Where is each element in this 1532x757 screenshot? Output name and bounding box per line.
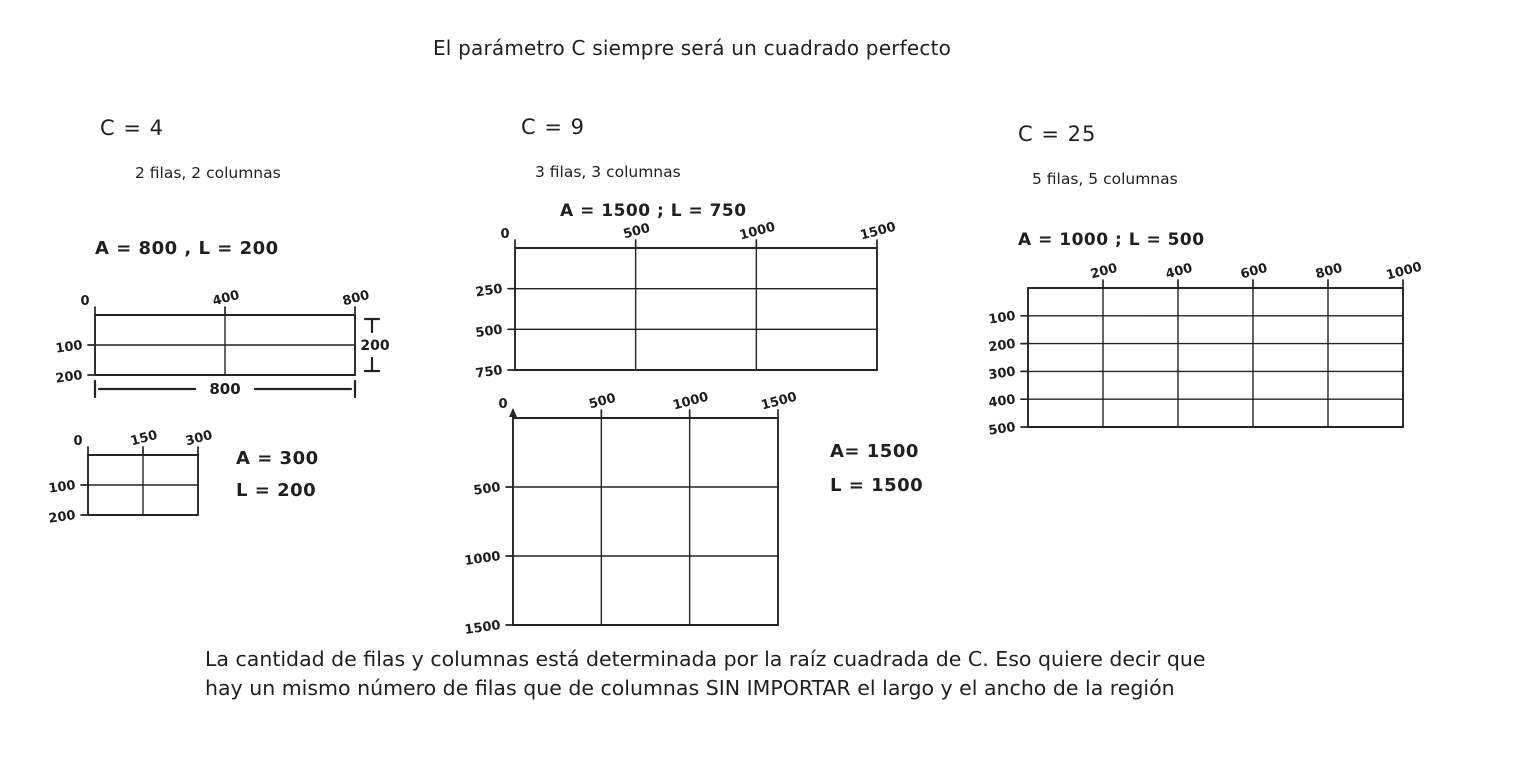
grid-c9-square xyxy=(448,390,798,639)
c4-subheading: 2 filas, 2 columnas xyxy=(135,164,281,182)
c9-heading: C = 9 xyxy=(521,115,585,139)
footer-note xyxy=(205,645,1206,702)
c4-small-grid-length-label: L = 200 xyxy=(236,480,317,501)
axis-tick-label: 500 xyxy=(472,480,502,499)
height-dimension-label: 200 xyxy=(360,338,390,354)
grid-c4-main xyxy=(55,288,400,412)
axis-tick-label: 100 xyxy=(48,478,77,497)
grid-c9-wide xyxy=(462,218,912,387)
axis-tick-label: 200 xyxy=(55,368,84,387)
axis-tick-label: 0 xyxy=(80,294,90,309)
axis-tick-label: 1500 xyxy=(858,219,898,244)
c25-subheading: 5 filas, 5 columnas xyxy=(1032,170,1178,188)
axis-tick-label: 600 xyxy=(1239,260,1270,283)
axis-tick-label: 500 xyxy=(587,390,618,413)
axis-tick-label: 300 xyxy=(184,427,215,450)
axis-tick-label: 500 xyxy=(987,420,1017,437)
axis-tick-label: 300 xyxy=(987,364,1017,384)
width-dimension-label: 800 xyxy=(209,380,241,398)
axis-tick-label: 0 xyxy=(498,397,508,412)
axis-tick-label: 200 xyxy=(1089,260,1120,283)
grid-c4-small-svg xyxy=(48,426,218,526)
axis-tick-label: 750 xyxy=(474,363,504,382)
axis-tick-label: 1500 xyxy=(463,618,502,635)
axis-tick-label: 800 xyxy=(341,288,372,310)
axis-tick-label: 800 xyxy=(1314,260,1345,283)
axis-tick-label: 1000 xyxy=(738,219,777,244)
axis-tick-label: 1000 xyxy=(671,390,711,414)
grid-c9-wide-svg xyxy=(462,218,912,383)
axis-tick-label: 400 xyxy=(987,392,1017,411)
footer-line-2: hay un mismo número de filas que de columnas SIN IMPORTAR el largo y el ancho de la región xyxy=(205,675,1175,700)
grid-c4-small xyxy=(48,426,218,530)
grid-c9-square-svg xyxy=(448,390,798,635)
axis-tick-label: 100 xyxy=(987,308,1017,328)
axis-tick-label: 1500 xyxy=(759,390,798,414)
page-title: El parámetro C siempre será un cuadrado perfecto xyxy=(432,36,952,60)
c4-small-grid-area-label: A = 300 xyxy=(236,448,319,469)
axis-tick-label: 0 xyxy=(73,434,83,449)
axis-tick-label: 200 xyxy=(48,508,77,526)
grid-c4-main-svg xyxy=(55,288,400,408)
axis-tick-label: 500 xyxy=(474,322,504,342)
c9-square-grid-area-label: A= 1500 xyxy=(830,441,919,462)
axis-tick-label: 200 xyxy=(987,336,1017,356)
c25-params: A = 1000 ; L = 500 xyxy=(1018,230,1205,250)
c9-square-grid-length-label: L = 1500 xyxy=(830,475,924,496)
footer-line-1: La cantidad de filas y columnas está determinada por la raíz cuadrada de C. Eso quiere decir que xyxy=(205,647,1206,671)
c9-params: A = 1500 ; L = 750 xyxy=(560,201,747,221)
c4-heading: C = 4 xyxy=(100,116,164,140)
c4-params: A = 800 , L = 200 xyxy=(95,238,279,259)
axis-tick-label: 1000 xyxy=(1384,259,1424,284)
axis-tick-label: 150 xyxy=(129,427,160,450)
grid-c25-svg xyxy=(952,252,1452,437)
axis-tick-label: 100 xyxy=(55,338,84,357)
axis-tick-label: 1000 xyxy=(463,549,502,569)
axis-tick-label: 250 xyxy=(474,281,504,301)
axis-tick-label: 400 xyxy=(211,288,242,310)
axis-tick-label: 400 xyxy=(1164,260,1195,283)
axis-tick-label: 500 xyxy=(621,220,652,243)
grid-c25 xyxy=(952,252,1452,441)
axis-tick-label: 0 xyxy=(500,227,510,242)
c25-heading: C = 25 xyxy=(1018,122,1097,146)
c9-subheading: 3 filas, 3 columnas xyxy=(535,163,681,181)
